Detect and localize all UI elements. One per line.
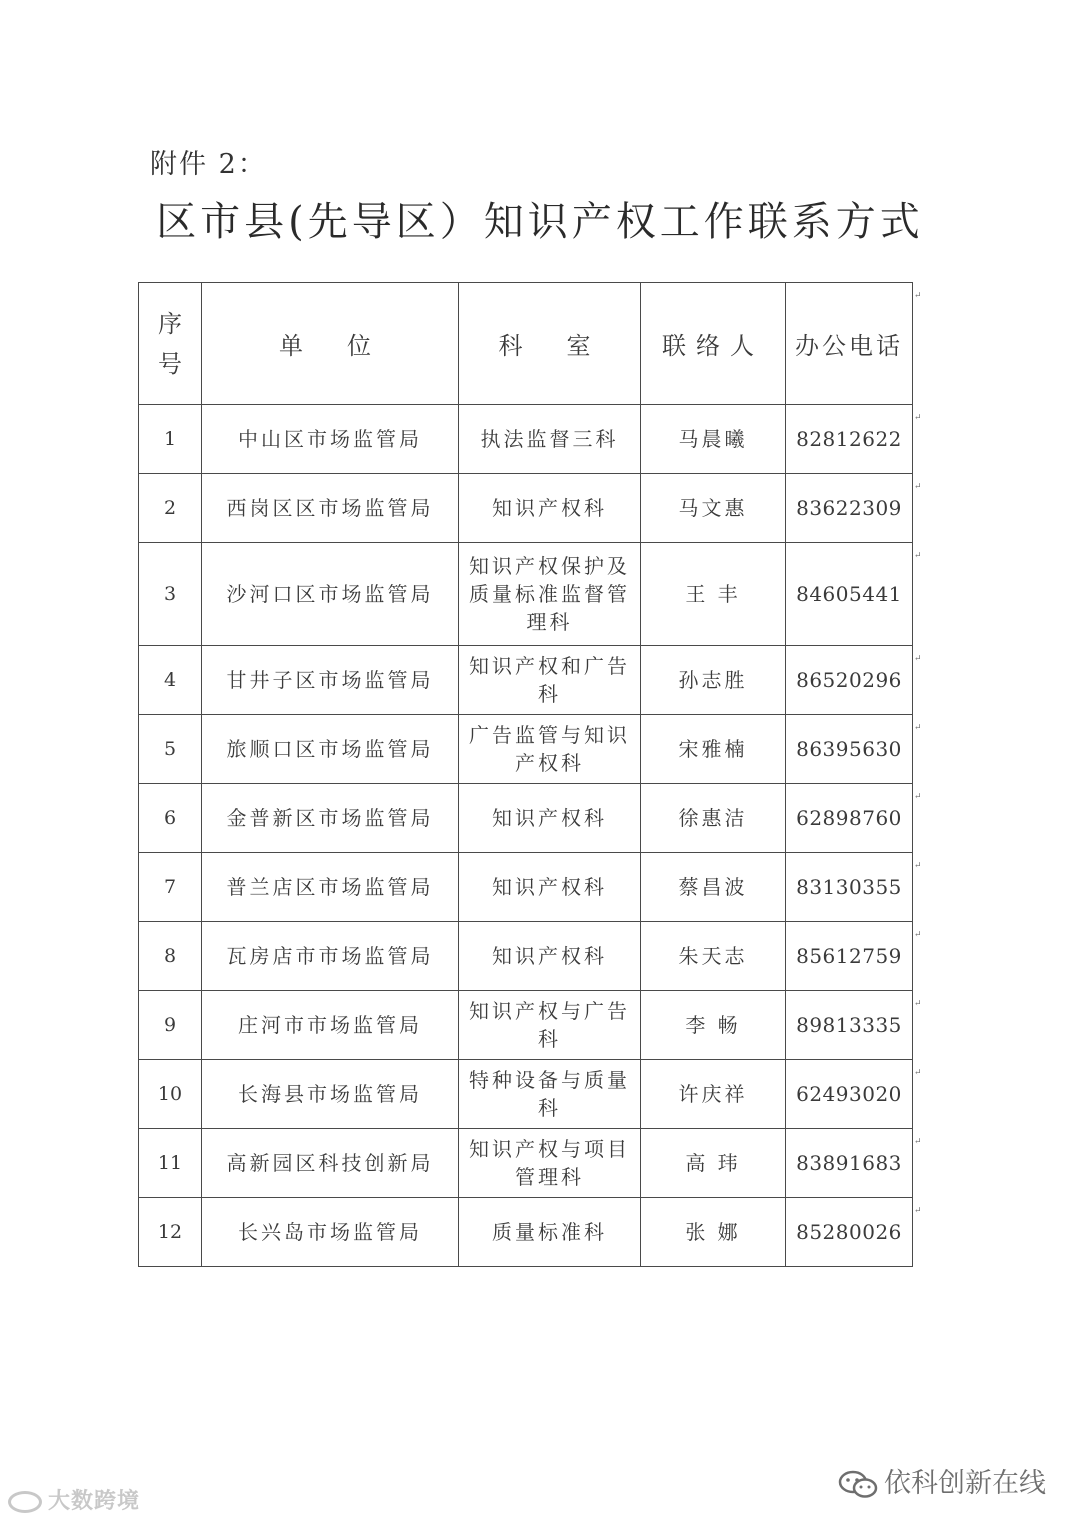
paragraph-mark-icon: ↵	[914, 929, 922, 940]
cell-phone: 83891683	[786, 1129, 913, 1198]
cell-unit: 中山区市场监管局	[202, 405, 459, 474]
header-seq: 序 号	[139, 283, 202, 405]
paragraph-mark-icon: ↵	[914, 1067, 922, 1078]
cell-department: 知识产权科	[459, 853, 641, 922]
cell-contact: 王 丰	[641, 543, 786, 646]
cell-contact: 宋雅楠	[641, 715, 786, 784]
header-unit: 单 位	[202, 283, 459, 405]
cell-unit: 旅顺口区市场监管局	[202, 715, 459, 784]
header-department: 科 室	[459, 283, 641, 405]
cell-seq: 12	[139, 1198, 202, 1267]
cell-unit: 长兴岛市场监管局	[202, 1198, 459, 1267]
table-row	[139, 1060, 913, 1129]
header-phone: 办公电话	[786, 283, 913, 405]
paragraph-mark-icon: ↵	[914, 791, 922, 802]
brand-logo-icon	[8, 1491, 42, 1513]
cell-seq: 8	[139, 922, 202, 991]
cell-unit: 庄河市市场监管局	[202, 991, 459, 1060]
cell-unit: 长海县市场监管局	[202, 1060, 459, 1129]
cell-phone: 83622309	[786, 474, 913, 543]
cell-department: 知识产权保护及质量标准监督管理科	[459, 543, 641, 646]
watermark-right	[838, 1461, 1046, 1501]
cell-department: 知识产权科	[459, 474, 641, 543]
watermark-left	[8, 1484, 140, 1515]
cell-seq: 10	[139, 1060, 202, 1129]
table-row	[139, 1129, 913, 1198]
table-row	[139, 646, 913, 715]
cell-unit: 甘井子区市场监管局	[202, 646, 459, 715]
cell-unit: 金普新区市场监管局	[202, 784, 459, 853]
table-row	[139, 922, 913, 991]
cell-unit: 沙河口区市场监管局	[202, 543, 459, 646]
cell-department: 广告监管与知识产权科	[459, 715, 641, 784]
cell-seq: 2	[139, 474, 202, 543]
cell-contact: 徐惠洁	[641, 784, 786, 853]
cell-seq: 3	[139, 543, 202, 646]
cell-seq: 11	[139, 1129, 202, 1198]
cell-department: 执法监督三科	[459, 405, 641, 474]
paragraph-mark-icon: ↵	[914, 860, 922, 871]
paragraph-mark-icon: ↵	[914, 722, 922, 733]
cell-department: 质量标准科	[459, 1198, 641, 1267]
cell-department: 特种设备与质量科	[459, 1060, 641, 1129]
paragraph-mark-icon: ↵	[914, 1136, 922, 1147]
cell-seq: 9	[139, 991, 202, 1060]
cell-department: 知识产权科	[459, 784, 641, 853]
cell-contact: 许庆祥	[641, 1060, 786, 1129]
cell-contact: 马文惠	[641, 474, 786, 543]
cell-seq: 4	[139, 646, 202, 715]
cell-seq: 7	[139, 853, 202, 922]
watermark-left-text: 大数跨境	[48, 1489, 141, 1514]
cell-contact: 蔡昌波	[641, 853, 786, 922]
cell-phone: 62493020	[786, 1060, 913, 1129]
cell-contact: 马晨曦	[641, 405, 786, 474]
cell-unit: 普兰店区市场监管局	[202, 853, 459, 922]
watermark-right-text: 依科创新在线	[884, 1468, 1046, 1499]
cell-phone: 85280026	[786, 1198, 913, 1267]
document-title: 区市县(先导区）知识产权工作联系方式	[156, 199, 924, 245]
table-row	[139, 784, 913, 853]
cell-seq: 5	[139, 715, 202, 784]
cell-phone: 82812622	[786, 405, 913, 474]
wechat-icon	[838, 1469, 878, 1501]
cell-phone: 86520296	[786, 646, 913, 715]
cell-department: 知识产权与广告科	[459, 991, 641, 1060]
cell-phone: 89813335	[786, 991, 913, 1060]
cell-phone: 62898760	[786, 784, 913, 853]
attachment-label: 附件 2：	[150, 149, 267, 180]
paragraph-mark-icon: ↵	[914, 412, 922, 423]
table-row	[139, 405, 913, 474]
table-row	[139, 543, 913, 646]
cell-phone: 83130355	[786, 853, 913, 922]
header-contact: 联络人	[641, 283, 786, 405]
cell-contact: 高 玮	[641, 1129, 786, 1198]
table-row	[139, 715, 913, 784]
cell-contact: 李 畅	[641, 991, 786, 1060]
paragraph-mark-icon: ↵	[914, 481, 922, 492]
cell-department: 知识产权与项目管理科	[459, 1129, 641, 1198]
cell-phone: 85612759	[786, 922, 913, 991]
paragraph-mark-icon: ↵	[914, 290, 922, 301]
contacts-table	[138, 282, 913, 1267]
paragraph-mark-icon: ↵	[914, 550, 922, 561]
cell-contact: 朱天志	[641, 922, 786, 991]
cell-department: 知识产权和广告科	[459, 646, 641, 715]
cell-unit: 瓦房店市市场监管局	[202, 922, 459, 991]
paragraph-mark-icon: ↵	[914, 653, 922, 664]
cell-contact: 孙志胜	[641, 646, 786, 715]
table-row	[139, 1198, 913, 1267]
cell-phone: 86395630	[786, 715, 913, 784]
table-row	[139, 474, 913, 543]
cell-department: 知识产权科	[459, 922, 641, 991]
cell-seq: 6	[139, 784, 202, 853]
cell-unit: 高新园区科技创新局	[202, 1129, 459, 1198]
cell-unit: 西岗区区市场监管局	[202, 474, 459, 543]
cell-seq: 1	[139, 405, 202, 474]
table-row	[139, 991, 913, 1060]
cell-phone: 84605441	[786, 543, 913, 646]
cell-contact: 张 娜	[641, 1198, 786, 1267]
header-row	[139, 283, 913, 405]
table-row	[139, 853, 913, 922]
paragraph-mark-icon: ↵	[914, 998, 922, 1009]
paragraph-mark-icon: ↵	[914, 1205, 922, 1216]
